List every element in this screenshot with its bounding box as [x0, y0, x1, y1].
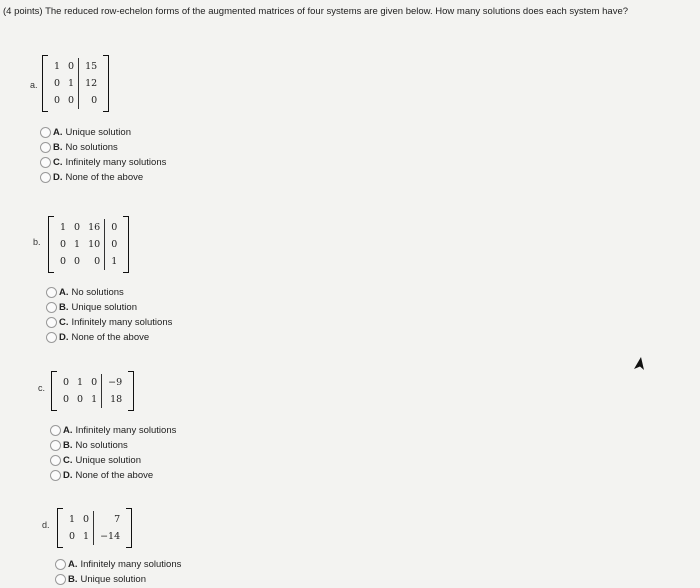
options-b [46, 285, 172, 345]
matrix-cell: 1 [54, 61, 61, 72]
matrix-cell: 1 [77, 377, 84, 388]
matrix-cell: 0 [74, 222, 81, 233]
matrix-cell: 0 [54, 95, 61, 106]
matrix-row [65, 511, 124, 528]
radio-button[interactable] [40, 127, 51, 138]
option-b-B[interactable]: B. Unique solution [46, 300, 172, 315]
option-c-D[interactable]: D. None of the above [50, 468, 176, 483]
matrix-row [50, 75, 101, 92]
matrix-cell: 1 [83, 531, 90, 542]
option-a-B[interactable]: B. No solutions [40, 140, 166, 155]
options-d [55, 557, 181, 587]
matrix-cell: 15 [79, 58, 102, 75]
radio-button[interactable] [50, 440, 61, 451]
part-d-label: d. [42, 520, 50, 530]
option-d-B[interactable]: B. Unique solution [55, 572, 181, 587]
matrix-cell: 1 [68, 78, 75, 89]
radio-button[interactable] [46, 332, 57, 343]
matrix-cell: 10 [88, 239, 101, 250]
matrix-cell: 1 [105, 253, 122, 270]
question-text: (4 points) The reduced row-echelon forms of the augmented matrices of four systems are given below. How many solutions does each system have? [3, 6, 629, 17]
matrix-b [48, 216, 129, 273]
matrix-cell: 0 [83, 514, 90, 525]
matrix-cell: 16 [88, 222, 101, 233]
radio-button[interactable] [55, 559, 66, 570]
matrix-row [59, 391, 126, 408]
matrix-cell: 0 [74, 256, 81, 267]
matrix-cell: −14 [94, 528, 125, 545]
option-a-C[interactable]: C. Infinitely many solutions [40, 155, 166, 170]
radio-button[interactable] [50, 470, 61, 481]
matrix-row [50, 92, 101, 109]
matrix-row [56, 219, 121, 236]
option-b-C[interactable]: C. Infinitely many solutions [46, 315, 172, 330]
matrix-cell: 0 [60, 256, 67, 267]
matrix-cell: 7 [94, 511, 125, 528]
radio-button[interactable] [46, 302, 57, 313]
matrix-cell: 0 [60, 239, 67, 250]
matrix-cell: 0 [63, 394, 70, 405]
matrix-cell: 1 [60, 222, 67, 233]
matrix-cell: 1 [69, 514, 76, 525]
matrix-cell: 0 [79, 92, 102, 109]
matrix-cell: 1 [74, 239, 81, 250]
matrix-row [56, 236, 121, 253]
mouse-pointer-icon [633, 357, 645, 371]
option-a-D[interactable]: D. None of the above [40, 170, 166, 185]
matrix-row [50, 58, 101, 75]
option-c-B[interactable]: B. No solutions [50, 438, 176, 453]
matrix-cell: 0 [94, 256, 101, 267]
options-a [40, 125, 166, 185]
matrix-row [56, 253, 121, 270]
matrix-cell: 18 [102, 391, 127, 408]
radio-button[interactable] [40, 157, 51, 168]
matrix-cell: 0 [68, 95, 75, 106]
matrix-cell: 0 [91, 377, 98, 388]
matrix-c [51, 371, 134, 411]
option-d-A[interactable]: A. Infinitely many solutions [55, 557, 181, 572]
part-c-label: c. [38, 383, 46, 393]
part-b-label: b. [33, 237, 41, 247]
radio-button[interactable] [46, 287, 57, 298]
matrix-row [65, 528, 124, 545]
matrix-cell: 0 [69, 531, 76, 542]
matrix-cell: 0 [77, 394, 84, 405]
radio-button[interactable] [50, 425, 61, 436]
option-c-A[interactable]: A. Infinitely many solutions [50, 423, 176, 438]
options-c [50, 423, 176, 483]
matrix-cell: 0 [105, 219, 122, 236]
radio-button[interactable] [46, 317, 57, 328]
radio-button[interactable] [50, 455, 61, 466]
option-b-D[interactable]: D. None of the above [46, 330, 172, 345]
matrix-cell: 0 [54, 78, 61, 89]
matrix-a [42, 55, 109, 112]
radio-button[interactable] [40, 142, 51, 153]
matrix-d [57, 508, 132, 548]
radio-button[interactable] [55, 574, 66, 585]
matrix-cell: 0 [68, 61, 75, 72]
matrix-row [59, 374, 126, 391]
option-b-A[interactable]: A. No solutions [46, 285, 172, 300]
option-c-C[interactable]: C. Unique solution [50, 453, 176, 468]
matrix-cell: −9 [102, 374, 127, 391]
matrix-cell: 0 [63, 377, 70, 388]
part-a-label: a. [30, 80, 38, 90]
matrix-cell: 12 [79, 75, 102, 92]
radio-button[interactable] [40, 172, 51, 183]
matrix-cell: 0 [105, 236, 122, 253]
matrix-cell: 1 [91, 394, 98, 405]
option-a-A[interactable]: A. Unique solution [40, 125, 166, 140]
